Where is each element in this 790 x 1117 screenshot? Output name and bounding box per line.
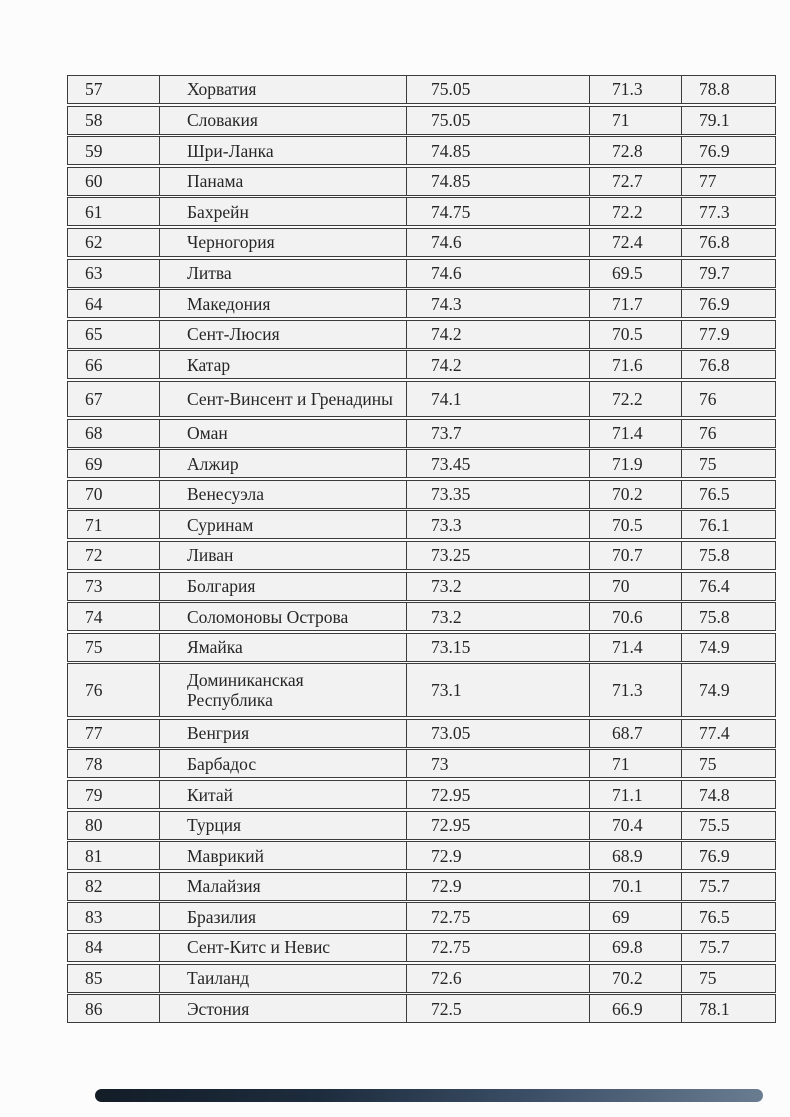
cell-country: Оман [160,420,407,447]
cell-rank: 71 [68,511,160,538]
cell-rank: 80 [68,812,160,839]
cell-value-female: 77.4 [699,723,730,744]
cell-country: Венгрия [160,720,407,747]
cell-value-male: 70.2 [590,481,682,508]
cell-country: Черногория [160,229,407,256]
cell-value-both: 74.85 [407,168,590,195]
cell-rank: 70 [68,481,160,508]
table-row [67,572,776,601]
cell-country: Ямайка [160,634,407,661]
table-row [67,841,776,870]
cell-value-both: 75.05 [407,107,590,134]
cell-rank: 79 [68,781,160,808]
cell-value-both: 74.2 [407,321,590,348]
cell-country: Бахрейн [160,198,407,225]
cell-value-both: 72.6 [407,965,590,992]
cell-value-both: 72.9 [407,842,590,869]
table-row [67,136,776,165]
cell-country: Маврикий [160,842,407,869]
cell-rank: 76 [68,664,160,716]
cell-value-female: 77 [699,171,717,192]
table-row [67,449,776,478]
cell-value-both: 73.15 [407,634,590,661]
cell-country: Таиланд [160,965,407,992]
cell-value-both: 72.9 [407,873,590,900]
cell-country: Соломоновы Острова [160,603,407,630]
cell-value-both: 72.95 [407,781,590,808]
table-row [67,994,776,1023]
cell-country: Венесуэла [160,481,407,508]
cell-value-both: 73 [407,750,590,777]
cell-value-male: 71 [590,107,682,134]
cell-value-male: 69.8 [590,934,682,961]
table-row [67,350,776,379]
cell-country: Панама [160,168,407,195]
cell-rank: 73 [68,573,160,600]
cell-value-female: 78.8 [699,79,730,100]
cell-country: Барбадос [160,750,407,777]
table-row [67,228,776,257]
cell-country: Турция [160,812,407,839]
cell-rank: 78 [68,750,160,777]
cell-value-female: 77.3 [699,201,730,222]
cell-value-female: 76.5 [699,484,730,505]
cell-value-female: 74.9 [699,680,730,701]
table-row [67,902,776,931]
cell-rank: 83 [68,903,160,930]
cell-value-both: 74.1 [407,382,590,416]
cell-country: Словакия [160,107,407,134]
cell-rank: 74 [68,603,160,630]
cell-value-both: 74.6 [407,260,590,287]
cell-rank: 57 [68,76,160,103]
table-row [67,289,776,318]
cell-value-both: 74.3 [407,290,590,317]
cell-value-male: 72.8 [590,137,682,164]
table-row [67,419,776,448]
cell-rank: 86 [68,995,160,1022]
table-row [67,480,776,509]
cell-value-male: 71.9 [590,450,682,477]
table-row [67,320,776,349]
cell-value-female: 75.7 [699,876,730,897]
cell-value-female: 74.9 [699,637,730,658]
cell-value-both: 73.2 [407,603,590,630]
cell-value-male: 72.2 [590,382,682,416]
cell-value-female: 78.1 [699,998,730,1019]
table-row [67,381,776,417]
cell-country: Ливан [160,542,407,569]
cell-rank: 85 [68,965,160,992]
bottom-edge-bar [95,1089,763,1102]
cell-rank: 59 [68,137,160,164]
cell-rank: 61 [68,198,160,225]
cell-value-female: 76.9 [699,845,730,866]
cell-value-female: 77.9 [699,324,730,345]
cell-country: Суринам [160,511,407,538]
cell-value-both: 74.85 [407,137,590,164]
cell-value-male: 69.5 [590,260,682,287]
table-row [67,197,776,226]
table-row [67,75,776,104]
cell-value-both: 74.2 [407,351,590,378]
cell-rank: 77 [68,720,160,747]
cell-rank: 63 [68,260,160,287]
cell-value-female: 74.8 [699,784,730,805]
cell-value-male: 70.6 [590,603,682,630]
cell-country: Катар [160,351,407,378]
cell-value-female: 76.9 [699,293,730,314]
cell-rank: 62 [68,229,160,256]
table-row [67,633,776,662]
cell-country: Сент-Винсент и Гренадины [160,382,407,416]
cell-value-male: 70.1 [590,873,682,900]
cell-value-female: 75 [699,968,717,989]
table-row [67,780,776,809]
rank-table [67,75,776,1025]
cell-rank: 68 [68,420,160,447]
cell-country: Доминиканская Республика [160,664,407,716]
cell-value-female: 76.4 [699,575,730,596]
cell-value-male: 71.4 [590,634,682,661]
cell-value-male: 72.4 [590,229,682,256]
cell-value-male: 70.5 [590,511,682,538]
table-row [67,872,776,901]
cell-rank: 58 [68,107,160,134]
cell-value-male: 70 [590,573,682,600]
cell-rank: 65 [68,321,160,348]
cell-value-male: 71.3 [590,664,682,716]
cell-country: Шри-Ланка [160,137,407,164]
cell-value-male: 70.7 [590,542,682,569]
cell-value-female: 75.8 [699,545,730,566]
table-row [67,663,776,717]
cell-country: Болгария [160,573,407,600]
cell-value-male: 66.9 [590,995,682,1022]
cell-country: Сент-Китс и Невис [160,934,407,961]
cell-rank: 60 [68,168,160,195]
cell-country: Македония [160,290,407,317]
cell-rank: 66 [68,351,160,378]
cell-rank: 67 [68,382,160,416]
cell-value-female: 75 [699,753,717,774]
cell-value-both: 72.75 [407,903,590,930]
cell-country: Литва [160,260,407,287]
cell-value-male: 68.7 [590,720,682,747]
table-row [67,259,776,288]
cell-value-female: 76.9 [699,140,730,161]
cell-value-male: 72.2 [590,198,682,225]
cell-value-both: 73.05 [407,720,590,747]
cell-value-female: 75.5 [699,815,730,836]
cell-value-male: 71.7 [590,290,682,317]
cell-country: Китай [160,781,407,808]
cell-value-male: 71.4 [590,420,682,447]
cell-country: Малайзия [160,873,407,900]
cell-value-female: 76 [699,388,717,409]
cell-value-female: 79.1 [699,110,730,131]
cell-value-female: 79.7 [699,263,730,283]
cell-value-male: 69 [590,903,682,930]
cell-value-both: 73.3 [407,511,590,538]
cell-country: Алжир [160,450,407,477]
table-row [67,933,776,962]
cell-value-female: 76.8 [699,354,730,375]
cell-rank: 84 [68,934,160,961]
cell-value-both: 73.2 [407,573,590,600]
table-row [67,510,776,539]
cell-value-both: 73.1 [407,664,590,716]
table-row [67,541,776,570]
cell-value-male: 70.2 [590,965,682,992]
table-row [67,719,776,748]
table-row [67,602,776,631]
cell-country: Бразилия [160,903,407,930]
cell-value-both: 74.6 [407,229,590,256]
cell-value-female: 75.7 [699,937,730,958]
cell-value-male: 71.1 [590,781,682,808]
cell-value-both: 72.5 [407,995,590,1022]
cell-value-male: 68.9 [590,842,682,869]
cell-value-both: 75.05 [407,76,590,103]
cell-value-male: 71.6 [590,351,682,378]
cell-value-female: 76.5 [699,906,730,927]
table-row [67,749,776,778]
cell-rank: 75 [68,634,160,661]
cell-rank: 81 [68,842,160,869]
cell-country: Хорватия [160,76,407,103]
cell-rank: 82 [68,873,160,900]
cell-value-female: 76.1 [699,514,730,535]
cell-value-female: 75.8 [699,606,730,627]
cell-value-both: 72.75 [407,934,590,961]
cell-value-both: 72.95 [407,812,590,839]
cell-value-both: 73.45 [407,450,590,477]
cell-value-female: 76.8 [699,232,730,253]
cell-rank: 64 [68,290,160,317]
cell-rank: 69 [68,450,160,477]
cell-value-male: 71 [590,750,682,777]
cell-value-male: 72.7 [590,168,682,195]
cell-value-female: 76 [699,422,717,443]
cell-value-male: 71.3 [590,76,682,103]
table-row [67,811,776,840]
table-row [67,106,776,135]
cell-country: Эстония [160,995,407,1022]
cell-value-both: 73.7 [407,420,590,447]
cell-rank: 72 [68,542,160,569]
cell-value-male: 70.5 [590,321,682,348]
cell-value-both: 73.35 [407,481,590,508]
cell-value-male: 70.4 [590,812,682,839]
cell-value-both: 74.75 [407,198,590,225]
cell-country: Сент-Люсия [160,321,407,348]
cell-value-female: 75 [699,453,717,474]
table-row [67,167,776,196]
table-row [67,964,776,993]
cell-value-both: 73.25 [407,542,590,569]
